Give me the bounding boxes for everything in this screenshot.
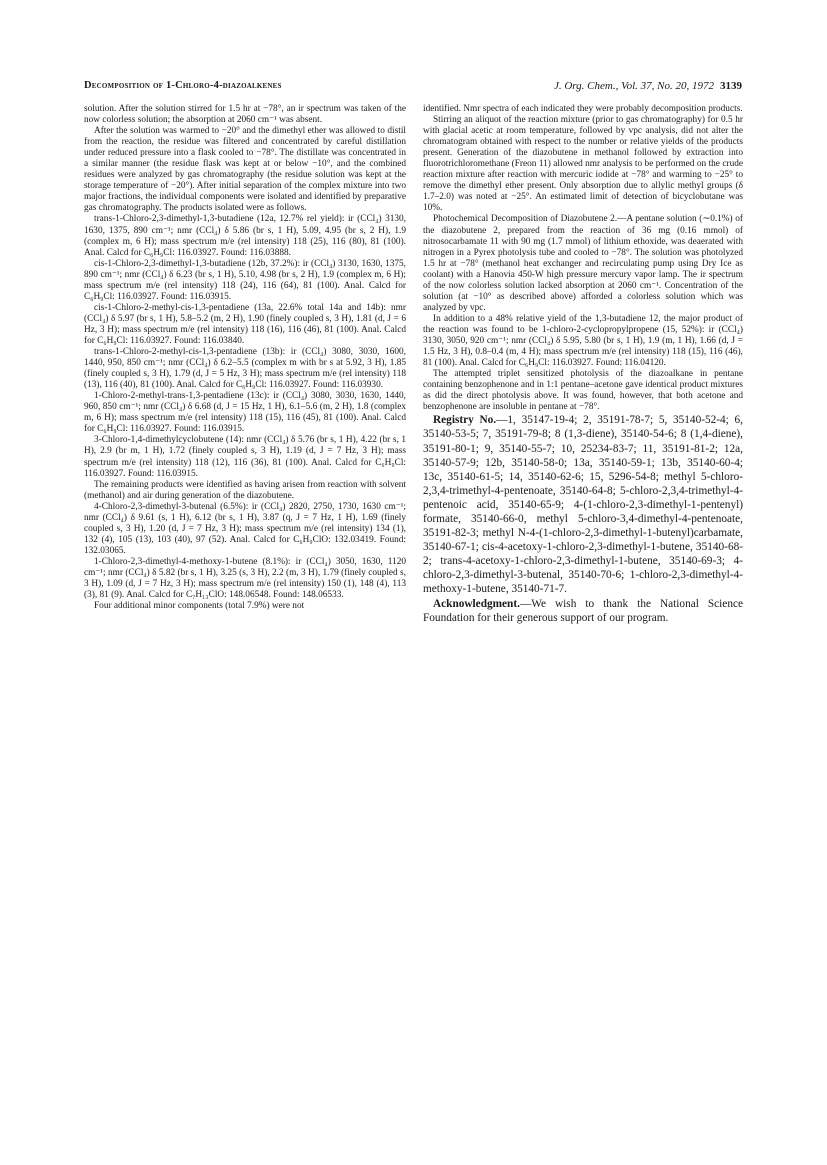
- acknowledgment: [423, 597, 743, 625]
- paragraph: trans-1-Chloro-2-methyl-cis-1,3-pentadiene (13b): ir (CCl₄) 3080, 3030, 1600, 1440, 950, 850 cm⁻¹; nmr (CCl₄) δ 6.2–5.5 (complex m with br s at 5.92, 3 H), 1.85 (finely coupled s, 3 H), 1.79 (d, J = 5 Hz, 3 H); mass spectrum m/e (rel intensity) 118 (13), 116 (40), 81 (100). Anal. Calcd for C₆H₉Cl: 116.03927. Found: 116.03930.: [84, 347, 406, 391]
- paragraph: cis-1-Chloro-2-methyl-cis-1,3-pentadiene (13a, 22.6% total 14a and 14b): nmr (CCl₄) δ 5.97 (br s, 1 H), 5.8–5.2 (m, 2 H), 1.90 (finely coupled s, 3 H), 1.81 (d, J = 6 Hz, 3 H); mass spectrum m/e (rel intensity) 118 (16), 116 (46), 81 (100). Anal. Calcd for C₆H₉Cl: 116.03927. Found: 116.03840.: [84, 302, 406, 346]
- registry-list: —1, 35147-19-4; 2, 35191-78-7; 5, 35140-52-4; 6, 35140-53-5; 7, 35191-79-8; 8 (1,3-diene), 35140-54-6; 8 (1,4-diene), 35191-80-1; 9, 35140-55-7; 10, 25234-83-7; 11, 35191-81-2; 12a, 35140-57-9; 12b, 35140-58-0; 13a, 35140-59-1; 13b, 35140-60-4; 13c, 35140-61-5; 14, 35140-62-6; 15, 5296-54-8; methyl 5-chloro-2,3,4-trimethyl-4-pentenoate, 35140-64-8; 5-chloro-2,3,4-trimethyl-4-pentenoic acid, 35140-65-9; 4-(1-chloro-2,3-dimethyl-1-pentenyl) formate, 35140-66-0, methyl 5-chloro-3,4-dimethyl-4-pentenoate, 35191-82-3; methyl N-4-(1-chloro-2,3-dimethyl-1-butenyl)carbamate, 35140-67-1; cis-4-acetoxy-1-chloro-2,3-dimethyl-1-butene, 35140-68-2; trans-4-acetoxy-1-chloro-2,3-dimethyl-1-butene, 35140-69-3; 4-chloro-2,3-dimethyl-3-butenal, 35140-70-6; 1-chloro-2,3-dimethyl-4-methoxy-1-butene, 35140-71-7.: [423, 414, 743, 596]
- paragraph: The remaining products were identified as having arisen from reaction with solvent (methanol) and air during generation of the diazobutene.: [84, 479, 406, 501]
- page-header: [84, 80, 742, 96]
- paragraph: Four additional minor components (total 7.9%) were not: [94, 601, 305, 612]
- paragraph: 1-Chloro-2-methyl-trans-1,3-pentadiene (13c): ir (CCl₄) 3080, 3030, 1630, 1440, 960, 850 cm⁻¹; nmr (CCl₄) δ 6.68 (d, J = 15 Hz, 1 H), 6.1–5.6 (m, 2 H), 1.8 (complex m, 6 H); mass spectrum m/e (rel intensity) 118 (15), 116 (45), 81 (100). Anal. Calcd for C₆H₉Cl: 116.03927. Found: 116.03915.: [84, 391, 406, 435]
- paragraph: In addition to a 48% relative yield of the 1,3-butadiene 12, the major product of the reaction was found to be 1-chloro-2-cyclopropylpropene (15, 52%): ir (CCl₄) 3130, 3050, 920 cm⁻¹; nmr (CCl₄) δ 5.95, 5.80 (br s, 1 H), 1.9 (m, 1 H), 1.66 (d, J = 1.5 Hz, 3 H), 0.8–0.4 (m, 4 H); mass spectrum m/e (rel intensity) 118 (15), 116 (46), 81 (100). Anal. Calcd for C₆H₉Cl: 116.03927. Found: 116.04120.: [423, 313, 743, 369]
- paragraph: cis-1-Chloro-2,3-dimethyl-1,3-butadiene (12b, 37.2%): ir (CCl₄) 3130, 1630, 1375, 890 cm⁻¹; nmr (CCl₄) δ 6.23 (br s, 1 H), 5.10, 4.98 (br s, 2 H), 1.9 (complex m, 6 H); mass spectrum m/e (rel intensity) 118 (24), 116 (64), 81 (100). Anal. Calcd for C₆H₉Cl: 116.03927. Found: 116.03915.: [84, 258, 406, 302]
- paragraph: Stirring an aliquot of the reaction mixture (prior to gas chromatography) for 0.5 hr with glacial acetic at room temperature, followed by vpc analysis, did not alter the chromatogram obtained with respect to the number or relative yields of the products present. Generation of the diazobutene in methanol followed by extraction into fluorotrichloromethane (Freon 11) allowed nmr analysis to be performed on the crude reaction mixture after reaction with mercuric iodide at −78° and warming to −25° to remove the dimethyl ether present. Only absorption due to allylic methyl groups (δ 1.7–2.0) was noted at −25°. An estimated limit of detection of bicyclobutane was 10%.: [423, 115, 743, 214]
- registry-numbers: [423, 413, 743, 596]
- paragraph: After the solution was warmed to −20° and the dimethyl ether was allowed to distil from the reaction, the residue was filtered and concentrated by careful distillation under reduced pressure into a flask cooled to −78°. The distillate was concentrated in a similar manner (the residue flask was kept at or below −10°, and the combined residues were analyzed by gas chromatography (the residue solution was kept at the storage temperature of −20°). After initial separation of the complex mixture into two major fractions, the individual components were isolated and identified by preparative gas chromatography. The products isolated were as follows.: [84, 126, 406, 214]
- paragraph: identified. Nmr spectra of each indicated they were probably decomposition products.: [423, 104, 743, 114]
- paragraph: The attempted triplet sensitized photolysis of the diazoalkane in pentane containing benzophenone and in 1:1 pentane–acetone gave identical product mixtures as did the direct photolysis above. It was found, however, that both acetone and benzophenone are insoluble in pentane at −78°.: [423, 369, 743, 413]
- journal-citation: J. Org. Chem., Vol. 37, No. 20, 1972: [553, 80, 714, 92]
- paragraph: 3-Chloro-1,4-dimethylcyclobutene (14): nmr (CCl₄) δ 5.76 (br s, 1 H), 4.22 (br s, 1 H), 2.9 (br m, 1 H), 1.72 (finely coupled s, 3 H), 1.19 (d, J = 7 Hz, 3 H); mass spectrum m/e (rel intensity) 118 (12), 116 (36), 81 (100). Anal. Calcd for C₆H₉Cl: 116.03927. Found: 116.03915.: [84, 435, 406, 479]
- journal-reference: [554, 80, 742, 92]
- paragraph: Photochemical Decomposition of Diazobutene 2.—A pentane solution (∼0.1%) of the diazobutene 2, prepared from the reaction of 36 mg (0.16 mmol) of nitrosocarbamate 11 with 90 mg (1.7 mmol) of lithium ethoxide, was deaerated with nitrogen in a Pyrex photolysis tube and cooled to −78°. The solution was photolyzed 1.5 hr at −78° (methanol heat exchanger and recirculating pump using Dry Ice as coolant) with a Hanovia 450-W high pressure mercury vapor lamp. The ir spectrum of the now colorless solution lacked absorption at 2060 cm⁻¹. Concentration of the solution (at −10° as described above) afforded a colorless solution which was analyzed by vpc.: [423, 214, 743, 313]
- right-column: [423, 104, 743, 625]
- running-title: Decomposition of 1-Chloro-4-diazoalkenes: [84, 80, 282, 91]
- page-number: 3139: [720, 80, 742, 92]
- paragraph: solution. After the solution stirred for 1.5 hr at −78°, an ir spectrum was taken of the now colorless solution; the absorption at 2060 cm⁻¹ was absent.: [84, 104, 406, 126]
- registry-heading: Registry No.: [433, 414, 497, 427]
- paragraph: 4-Chloro-2,3-dimethyl-3-butenal (6.5%): ir (CCl₄) 2820, 2750, 1730, 1630 cm⁻¹; nmr (CCl₄) δ 9.61 (s, 1 H), 6.12 (br s, 1 H), 3.87 (q, J = 7 Hz, 1 H), 1.69 (finely coupled s, 3 H), 1.20 (d, J = 7 Hz, 3 H); mass spectrum m/e (rel intensity) 134 (1), 132 (4), 105 (13), 103 (40), 97 (52). Anal. Calcd for C₆H₉ClO: 132.03419. Found: 132.03065.: [84, 501, 406, 556]
- acknowledgment-heading: Acknowledgment.: [433, 597, 520, 610]
- left-column: [84, 104, 406, 612]
- paragraph: 1-Chloro-2,3-dimethyl-4-methoxy-1-butene (8.1%): ir (CCl₄) 3050, 1630, 1120 cm⁻¹; nmr (CCl₄) δ 5.82 (br s, 1 H), 3.25 (s, 3 H), 2.2 (m, 3 H), 1.79 (finely coupled s, 3 H), 1.09 (d, J = 7 Hz, 3 H); mass spectrum m/e (rel intensity) 150 (1), 148 (4), 113 (3), 81 (9). Anal. Calcd for C₇H₁₃ClO: 148.06548. Found: 148.06533.: [84, 556, 406, 601]
- acknowledgment-text: —We wish to thank the National Science Foundation for their generous support of our program.: [423, 597, 743, 624]
- paragraph: trans-1-Chloro-2,3-dimethyl-1,3-butadiene (12a, 12.7% rel yield): ir (CCl₄) 3130, 1630, 1375, 890 cm⁻¹; nmr (CCl₄) δ 5.86 (br s, 1 H), 5.09, 4.95 (br s, 2 H), 1.9 (complex m, 6 H); mass spectrum m/e (rel intensity) 118 (25), 116 (80), 81 (100). Anal. Calcd for C₆H₉Cl: 116.03927. Found: 116.03888.: [84, 214, 406, 258]
